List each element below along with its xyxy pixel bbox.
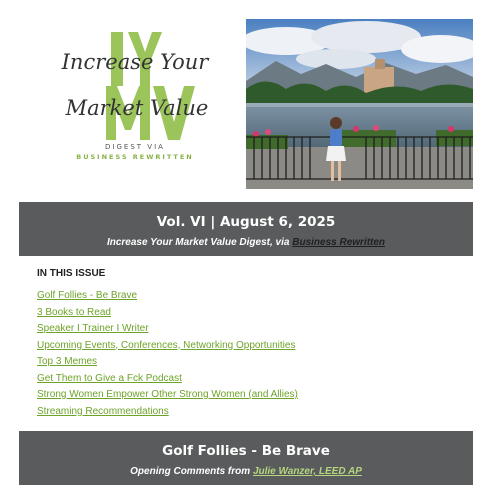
issue-link-books[interactable]: 3 Books to Read — [37, 306, 111, 318]
list-item — [37, 318, 467, 335]
golf-section-banner — [19, 431, 473, 485]
logo-script-line-1: Increase Your — [61, 50, 209, 74]
issue-link-list — [37, 285, 467, 417]
list-item — [37, 285, 467, 302]
newsletter-logo — [40, 22, 230, 172]
list-item — [37, 401, 467, 418]
logo-business-rewritten: BUSINESS REWRITTEN — [76, 153, 194, 161]
issue-subtitle-text: Increase Your Market Value Digest — [106, 237, 270, 248]
author-link[interactable]: Julie Wanzer, LEED AP — [252, 466, 362, 477]
logo-digest-via: DIGEST VIA — [105, 143, 165, 151]
hero-photo-graphic — [246, 19, 473, 189]
issue-link-streaming[interactable]: Streaming Recommendations — [37, 405, 169, 417]
in-this-issue — [37, 268, 467, 417]
issue-subtitle — [19, 237, 473, 248]
issue-link-memes[interactable]: Top 3 Memes — [37, 356, 98, 367]
issue-volume-date: Vol. VI | August 6, 2025 — [156, 214, 336, 230]
logo-script-line-2: Market Value — [65, 96, 209, 120]
business-rewritten-link[interactable]: Business Rewritten — [292, 237, 386, 248]
issue-link-speaker[interactable]: Speaker I Trainer I Writer — [37, 323, 149, 334]
list-item — [37, 351, 467, 368]
in-this-issue-heading: IN THIS ISSUE — [37, 268, 106, 279]
issue-link-events[interactable]: Upcoming Events, Conferences, Networking Opportunities — [37, 339, 296, 351]
issue-subtitle-connector: , via — [269, 237, 293, 248]
hero-photo — [246, 19, 473, 189]
golf-section-subtitle — [19, 466, 473, 477]
issue-link-strong-women[interactable]: Strong Women Empower Other Strong Women (and Allies) — [37, 389, 298, 400]
issue-header-banner — [19, 202, 473, 256]
issue-link-golf-follies[interactable]: Golf Follies - Be Brave — [37, 290, 138, 301]
list-item — [37, 368, 467, 385]
list-item — [37, 335, 467, 352]
list-item — [37, 302, 467, 319]
list-item — [37, 384, 467, 401]
issue-link-podcast[interactable]: Get Them to Give a Fck Podcast — [37, 372, 182, 384]
golf-section-subtitle-text: Opening Comments from — [130, 466, 253, 477]
golf-section-title: Golf Follies - Be Brave — [162, 443, 330, 459]
